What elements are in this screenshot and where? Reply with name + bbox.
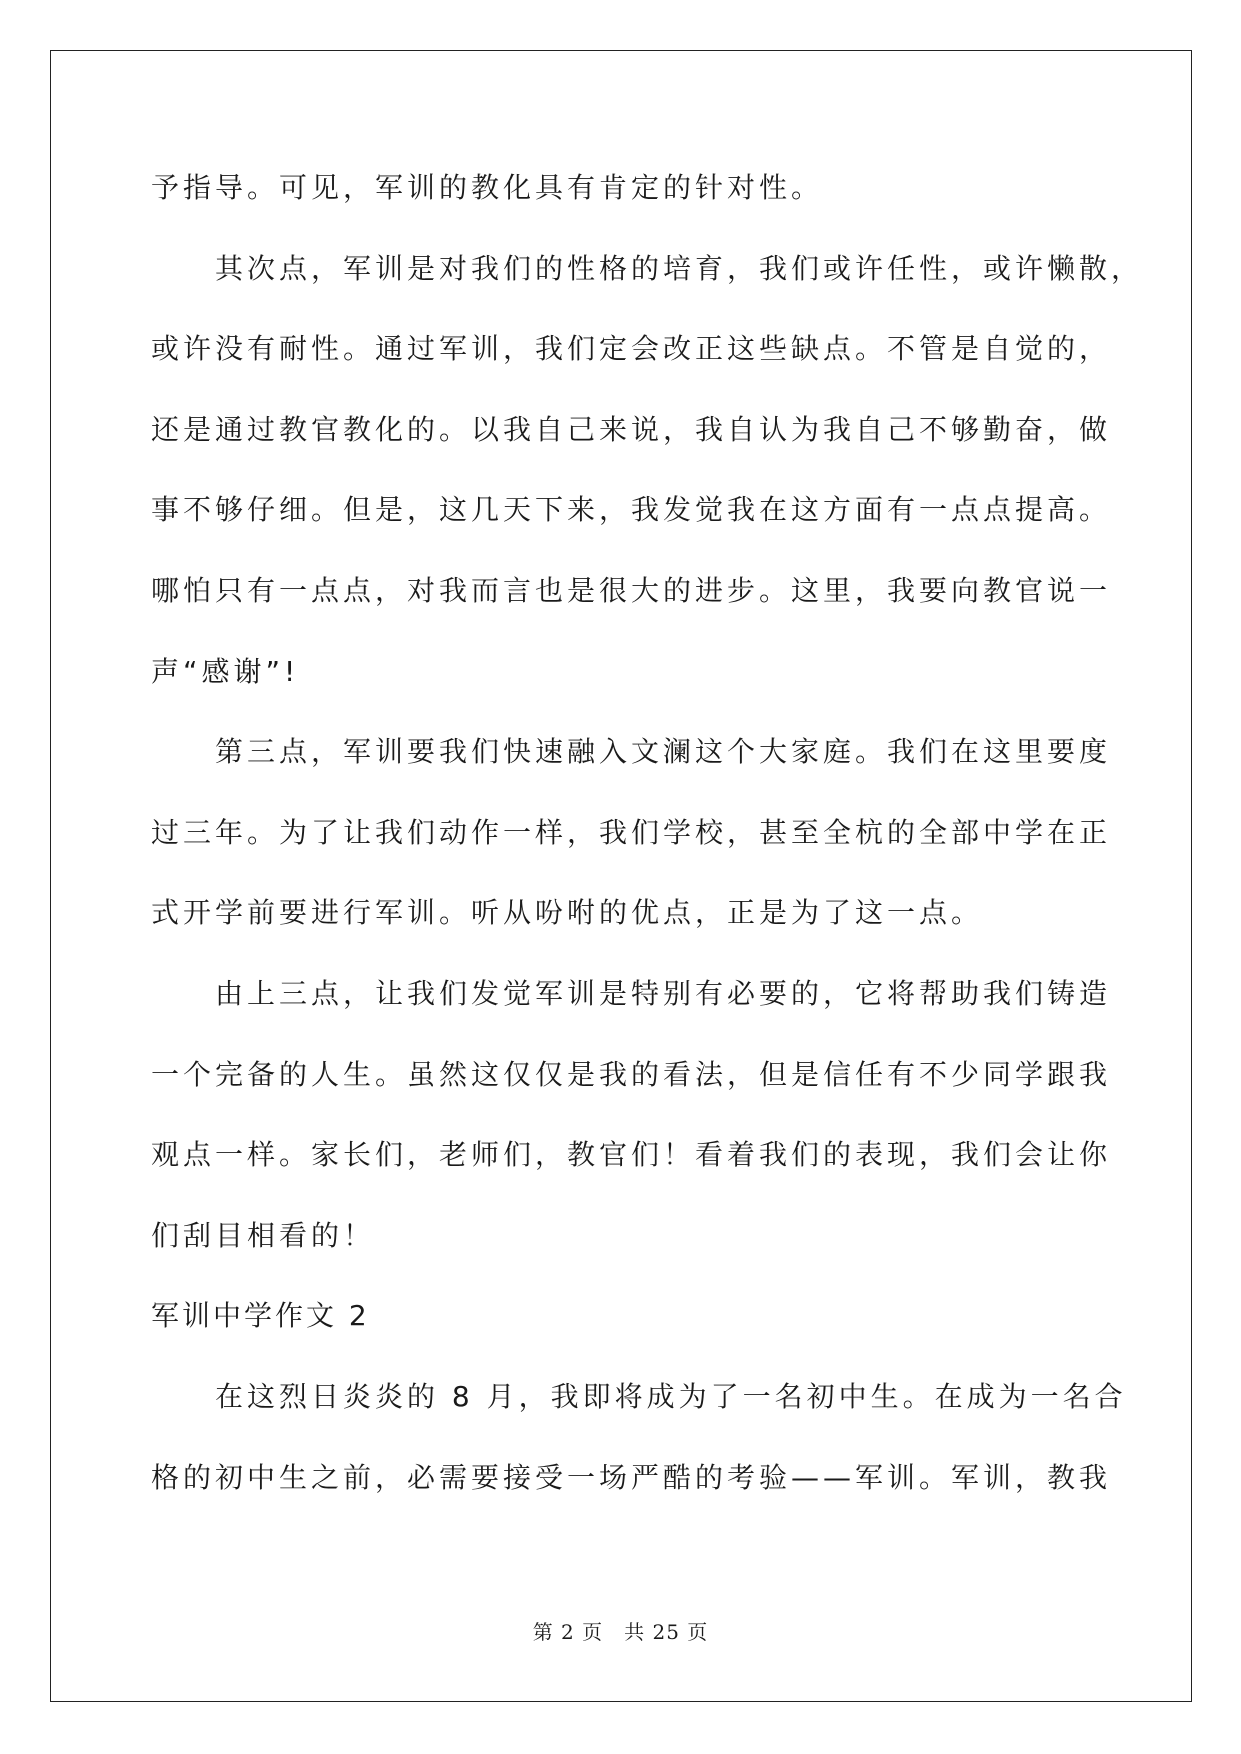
text-line: 予指导。可见，军训的教化具有肯定的针对性。 [151,171,824,204]
paragraph-start-line: 由上三点，让我们发觉军训是特别有必要的，它将帮助我们铸造 [215,976,1112,1010]
text-line: 一个完备的人生。虽然这仅仅是我的看法，但是信任有不少同学跟我 [151,1057,1112,1091]
page-number: 第 2 页 共 25 页 [532,1620,709,1644]
text-line: 事不够仔细。但是，这几天下来，我发觉我在这方面有一点点提高。 [151,493,1112,527]
text-line: 或许没有耐性。通过军训，我们定会改正这些缺点。不管是自觉的， [151,332,1112,366]
paragraph-start-line: 其次点，军训是对我们的性格的培育，我们或许任性，或许懒散， [215,251,1144,285]
text-line: 还是通过教官教化的。以我自己来说，我自认为我自己不够勤奋，做 [151,412,1112,446]
text-line: 们刮目相看的！ [151,1218,376,1252]
text-line: 哪怕只有一点点，对我而言也是很大的进步。这里，我要向教官说一 [151,573,1112,607]
paragraph-start-line: 在这烈日炎炎的 8 月，我即将成为了一名初中生。在成为一名合 [215,1379,1127,1413]
text-line: 观点一样。家长们，老师们，教官们！看着我们的表现，我们会让你 [151,1138,1112,1172]
section-heading: 军训中学作文 2 [151,1299,370,1333]
text-line: 格的初中生之前，必需要接受一场严酷的考验——军训。军训，教我 [151,1460,1112,1494]
document-body [151,168,1144,1538]
text-line: 过三年。为了让我们动作一样，我们学校，甚至全杭的全部中学在正 [151,815,1112,849]
paragraph-start-line: 第三点，军训要我们快速融入文澜这个大家庭。我们在这里要度 [215,735,1112,769]
text-line: 式开学前要进行军训。听从吩咐的优点，正是为了这一点。 [151,896,984,930]
text-line: 声“感谢”! [151,654,300,688]
